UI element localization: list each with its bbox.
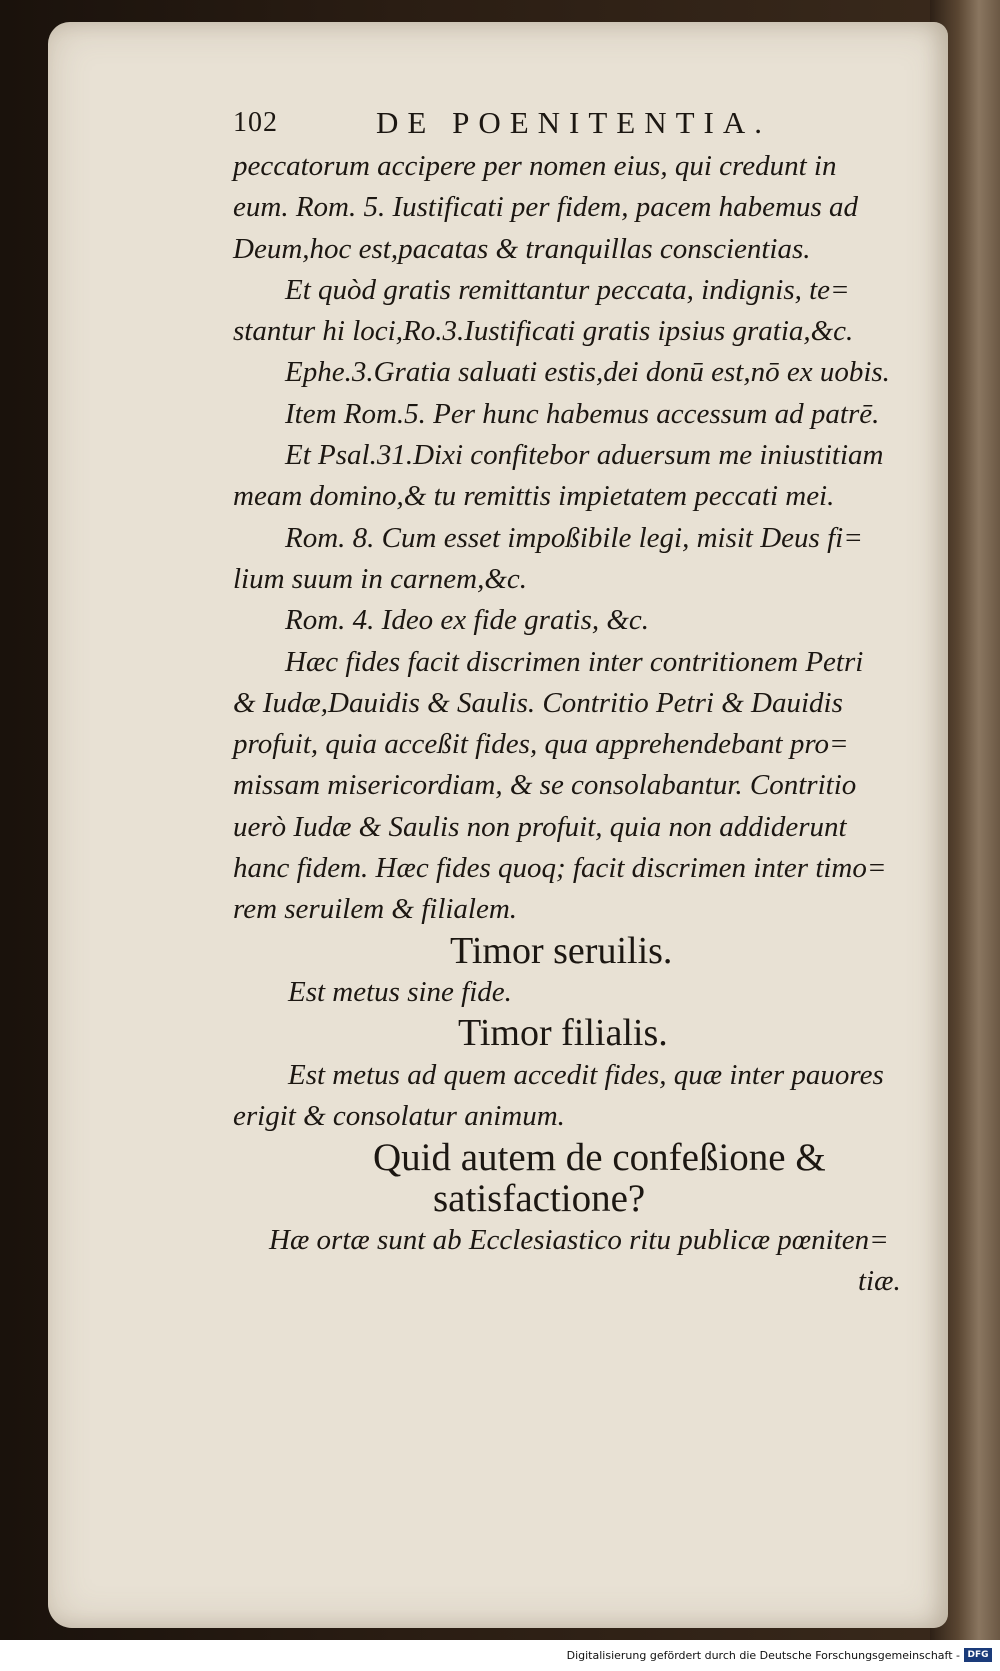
text-line: Deum,hoc est,pacatas & tranquillas conscientias. xyxy=(233,232,811,265)
text-line: Item Rom.5. Per hunc habemus accessum ad patrē. xyxy=(285,397,880,430)
text-line: erigit & consolatur animum. xyxy=(233,1099,565,1132)
text-line: Est metus sine fide. xyxy=(288,975,512,1008)
text-line: Est metus ad quem accedit fides, quæ inter pauores xyxy=(288,1058,884,1091)
text-line: hanc fidem. Hæc fides quoq; facit discrimen inter timo= xyxy=(233,852,887,885)
text-line: Ephe.3.Gratia saluati estis,dei donū est,nō ex uobis. xyxy=(285,356,890,389)
text-line: peccatorum accipere per nomen eius, qui credunt in xyxy=(233,150,837,182)
footer-credit: Digitalisierung gefördert durch die Deutsche Forschungsgemeinschaft - xyxy=(566,1649,960,1662)
text-line: rem seruilem & filialem. xyxy=(233,893,518,926)
text-line: stantur hi loci,Ro.3.Iustificati gratis ipsius gratia,&c. xyxy=(233,315,854,348)
footer xyxy=(0,1640,1000,1671)
text-line: Hæc fides facit discrimen inter contritionem Petri xyxy=(285,645,864,678)
text-line: Rom. 4. Ideo ex fide gratis, &c. xyxy=(285,604,650,637)
running-head: DE POENITENTIA. xyxy=(376,105,772,140)
text-line: meam domino,& tu remittis impietatem peccati mei. xyxy=(233,480,835,513)
text-line: & Iudæ,Dauidis & Saulis. Contritio Petri & Dauidis xyxy=(233,686,843,719)
text-line: eum. Rom. 5. Iustificati per fidem, pacem habemus ad xyxy=(233,191,859,224)
section-heading: Timor seruilis. xyxy=(450,929,673,972)
catchword: tiæ. xyxy=(858,1265,901,1298)
page-body xyxy=(233,146,923,1302)
section-heading: Quid autem de confeßione & xyxy=(373,1136,826,1180)
text-line: uerò Iudæ & Saulis non profuit, quia non addiderunt xyxy=(233,810,847,843)
page-number: 102 xyxy=(233,107,278,138)
text-line: missam misericordiam, & se consolabantur. Contritio xyxy=(233,769,857,802)
text-line: lium suum in carnem,&c. xyxy=(233,562,527,595)
page-header xyxy=(233,105,833,145)
dfg-logo: DFG xyxy=(964,1648,992,1662)
text-line: Hæ ortæ sunt ab Ecclesiastico ritu publicæ pœniten= xyxy=(269,1223,889,1256)
section-heading: Timor filialis. xyxy=(458,1012,668,1055)
section-heading: satisfactione? xyxy=(433,1177,646,1221)
text-line: profuit, quia acceßit fides, qua apprehendebant pro= xyxy=(233,728,849,761)
text-line: Et Psal.31.Dixi confitebor aduersum me iniustitiam xyxy=(285,439,884,472)
text-line: Rom. 8. Cum esset impoßibile legi, misit Deus fi= xyxy=(285,521,863,554)
text-line: Et quòd gratis remittantur peccata, indignis, te= xyxy=(285,273,850,306)
